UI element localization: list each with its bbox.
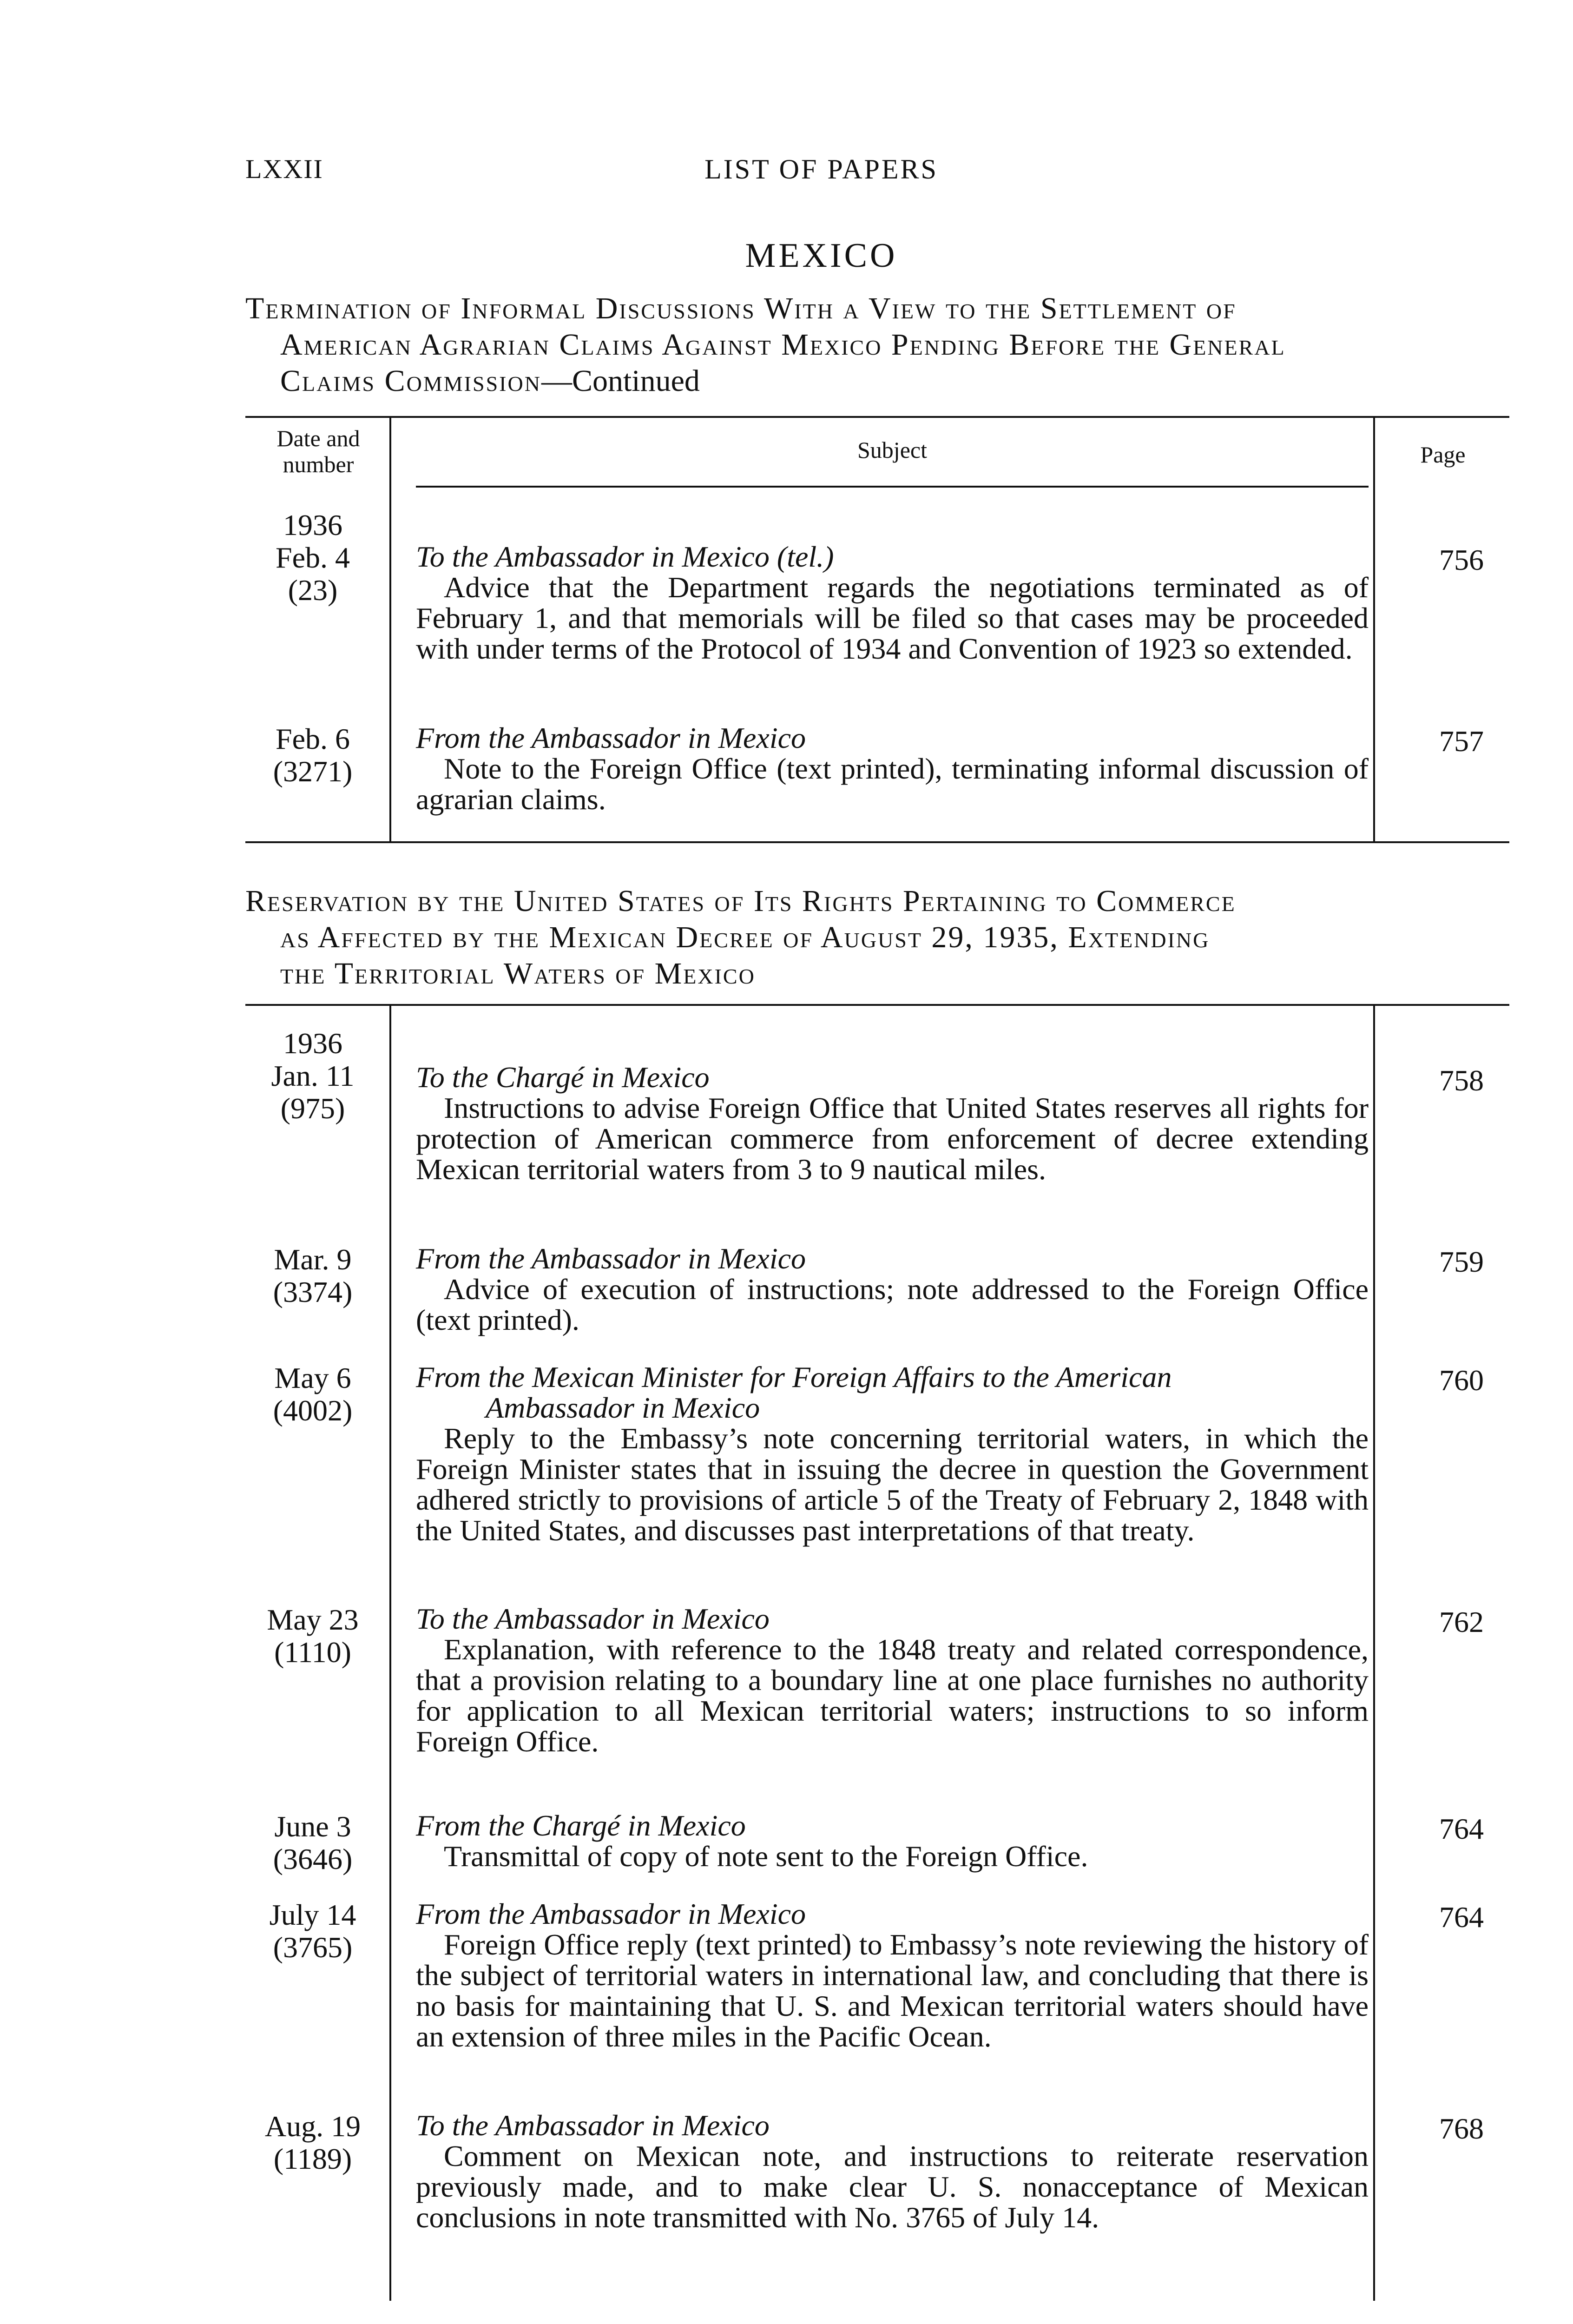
entry-number: (975) [280, 1092, 345, 1125]
entry-description: Transmittal of copy of note sent to the Foreign Office. [444, 1840, 1088, 1873]
section-title-line: Reservation by the United States of Its Rights Pertaining to Commerce [245, 884, 1236, 918]
entry-description: Note to the Foreign Office (text printed), terminating informal discussion of agrarian claims. [416, 752, 1369, 816]
entry-from: From the Ambassador in Mexico [416, 1897, 806, 1930]
entry-date-cell [245, 1027, 380, 1125]
section-title-line: as Affected by the Mexican Decree of August 29, 1935, Extending [280, 920, 1210, 954]
entry-date: June 3 [274, 1810, 351, 1843]
entry-date: May 23 [267, 1603, 359, 1636]
entry-subject-cell [416, 1810, 1369, 1872]
entry-number: (3646) [273, 1842, 353, 1875]
section-title-territorial-waters [245, 883, 1509, 992]
entry-date-cell [245, 509, 380, 607]
entry-number: (4002) [273, 1394, 353, 1427]
entry-page: 764 [1439, 1812, 1484, 1845]
entry-date-cell [245, 1604, 380, 1669]
entry-number: (1110) [274, 1636, 351, 1669]
table-column-rule [389, 1004, 391, 2301]
country-heading: MEXICO [745, 237, 898, 275]
entry-from: From the Ambassador in Mexico [416, 1242, 806, 1275]
entry-date-cell [245, 723, 380, 788]
entry-from: To the Ambassador in Mexico (tel.) [416, 540, 834, 573]
entry-date: Mar. 9 [274, 1243, 352, 1276]
entry-year: 1936 [283, 1027, 342, 1060]
entry-number: (3271) [273, 755, 353, 788]
entry-date: July 14 [269, 1898, 356, 1931]
entry-number: (1189) [273, 2142, 352, 2175]
entry-date: Aug. 19 [264, 2110, 361, 2143]
entry-number: (23) [288, 574, 338, 607]
entry-page: 756 [1439, 543, 1484, 576]
table-column-rule [1373, 1004, 1375, 2301]
entry-subject-cell [416, 541, 1369, 664]
entry-subject-cell [416, 2110, 1369, 2233]
column-header-page: Page [1420, 442, 1466, 468]
running-title: LIST OF PAPERS [704, 154, 938, 185]
section-title-line: the Territorial Waters of Mexico [280, 957, 756, 990]
entry-from: To the Ambassador in Mexico [416, 2109, 770, 2142]
entry-date-cell [245, 1899, 380, 1964]
table-header-rule [416, 486, 1369, 488]
entry-subject-cell [416, 1604, 1369, 1757]
entry-date-cell [245, 1243, 380, 1308]
entry-subject-cell [416, 723, 1369, 815]
entry-page: 759 [1439, 1245, 1484, 1278]
entry-date: Feb. 6 [276, 722, 350, 755]
entry-from-continued: Ambassador in Mexico [486, 1391, 760, 1424]
entry-description: Foreign Office reply (text printed) to Embassy’s note reviewing the history of the subject of territorial waters in international law, and concluding that there is no basis for maintaining that U. S. and Mexican territorial waters should have an extension of three miles in the Pacific Ocean. [416, 1928, 1369, 2053]
entry-from: From the Mexican Minister for Foreign Affairs to the American [416, 1360, 1172, 1393]
table-top-rule [245, 416, 1509, 418]
section-title-text: Claims Commission [280, 364, 541, 398]
running-head [0, 153, 1573, 195]
page-folio: LXXII [245, 154, 323, 184]
entry-description: Reply to the Embassy’s note concerning territorial waters, in which the Foreign Minister states that in issuing the decree in question the Government adhered strictly to provisions of article 5 of the Treaty of February 2, 1848 with the United States, and discusses past interpretations of that treaty. [416, 1422, 1369, 1547]
section-title-line: Termination of Informal Discussions With a View to the Settlement of [245, 291, 1237, 325]
entry-date: Jan. 11 [271, 1059, 355, 1092]
entry-date-cell [245, 1810, 380, 1875]
entry-page: 762 [1439, 1605, 1484, 1638]
section-title-agrarian-claims [245, 290, 1509, 399]
column-header-date: Date and number [276, 425, 360, 477]
entry-date-cell [245, 1362, 380, 1427]
entry-date: May 6 [274, 1361, 351, 1394]
entry-description: Instructions to advise Foreign Office that United States reserves all rights for protection of American commerce from enforcement of decree extending Mexican territorial waters from 3 to 9 nautical miles. [416, 1091, 1369, 1186]
entry-subject-cell [416, 1899, 1369, 2052]
entry-description: Explanation, with reference to the 1848 treaty and related correspondence, that a provision relating to a boundary line at one place furnishes no authority for application to all Mexican territorial waters; instructions to so inform Foreign Office. [416, 1633, 1369, 1758]
entry-subject-cell [416, 1362, 1369, 1546]
entry-from: From the Chargé in Mexico [416, 1809, 746, 1842]
entry-page: 758 [1439, 1064, 1484, 1097]
table-column-rule [1373, 416, 1375, 841]
entry-subject-cell [416, 1062, 1369, 1185]
section-title-line [245, 363, 1509, 399]
entry-description: Advice that the Department regards the negotiations terminated as of February 1, and that memorials will be filed so that cases may be proceeded with under terms of the Protocol of 1934 and Convention of 1923 so extended. [416, 571, 1369, 665]
entry-from: To the Chargé in Mexico [416, 1061, 710, 1094]
entry-page: 757 [1439, 725, 1484, 758]
entry-description: Comment on Mexican note, and instructions to reiterate reservation previously made, and to make clear U. S. nonacceptance of Mexican conclusions in note transmitted with No. 3765 of July 14. [416, 2139, 1369, 2234]
table-bottom-rule [245, 841, 1509, 843]
section-title-continued: —Continued [541, 364, 700, 398]
entry-number: (3765) [273, 1931, 353, 1964]
entry-date-cell [245, 2110, 380, 2175]
entry-subject-cell [416, 1243, 1369, 1335]
entry-page: 764 [1439, 1901, 1484, 1934]
entry-from: To the Ambassador in Mexico [416, 1602, 770, 1635]
section-title-line: American Agrarian Claims Against Mexico Pending Before the General [280, 328, 1286, 362]
entry-date: Feb. 4 [276, 541, 350, 574]
entry-from: From the Ambassador in Mexico [416, 721, 806, 754]
table-top-rule [245, 1004, 1509, 1006]
column-header-subject: Subject [857, 437, 927, 463]
table-column-rule [389, 416, 391, 841]
entry-description: Advice of execution of instructions; note addressed to the Foreign Office (text printed). [416, 1273, 1369, 1336]
entry-page: 760 [1439, 1364, 1484, 1397]
entry-number: (3374) [273, 1275, 353, 1308]
entry-page: 768 [1439, 2112, 1484, 2145]
entry-year: 1936 [283, 508, 342, 541]
